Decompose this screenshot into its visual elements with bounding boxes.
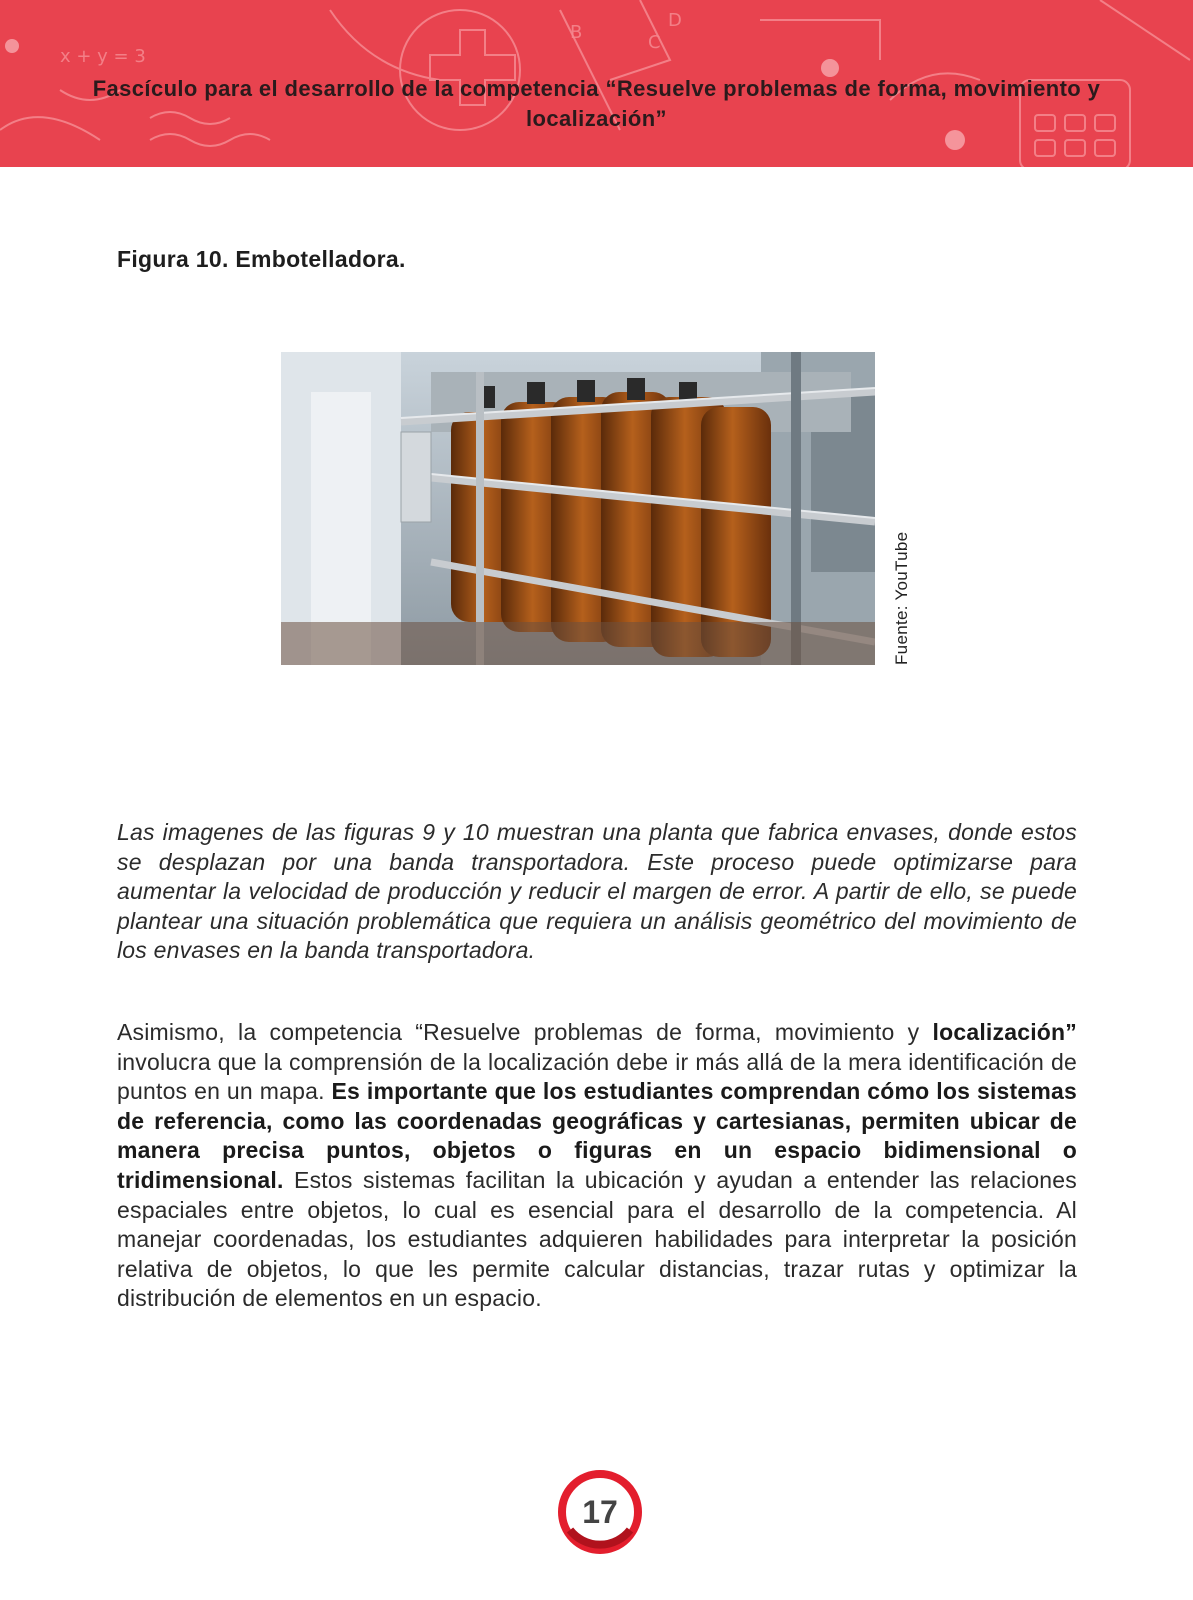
doodle-letter-d: D bbox=[668, 10, 682, 31]
bottling-line-photo bbox=[281, 352, 875, 665]
doodle-equation: x + y = 3 bbox=[60, 46, 146, 67]
paragraph2-text-1: Asimismo, la competencia “Resuelve problemas de forma, movimiento y bbox=[117, 1019, 933, 1045]
page-number: 17 bbox=[582, 1494, 618, 1530]
figure-source: Fuente: YouTube bbox=[892, 531, 911, 665]
bottling-photo-icon bbox=[281, 352, 875, 665]
paragraph2-text-3: Estos sistemas facilitan la ubicación y ayudan a entender las relaciones espaciales entre objetos, lo cual es esencial para el desarrollo de la competencia. Al manejar coordenadas, los estudiantes adquieren habilidades para interpretar la posición relativa de objetos, lo que les permite calcular distancias, trazar rutas y optimizar la distribución de elementos en un espacio. bbox=[117, 1166, 1077, 1312]
doodle-letter-c: C bbox=[648, 32, 661, 53]
header-title: Fascículo para el desarrollo de la competencia “Resuelve problemas de forma, movimiento y localización” bbox=[92, 76, 1101, 131]
paragraph2-text-2: involucra que la comprensión de la localización debe ir más allá de la mera identificación de puntos en un mapa. bbox=[117, 1048, 1077, 1105]
paragraph2-bold-2: Es importante que los estudiantes comprendan cómo los sistemas de referencia, como las coordenadas geográficas y cartesianas, permiten ubicar de manera precisa puntos, objetos o figuras en un espacio bidimensional o tridimensional. bbox=[117, 1078, 1077, 1193]
page-header bbox=[0, 0, 1193, 167]
paragraph2-bold-1: localización” bbox=[932, 1019, 1077, 1045]
figure-caption: Figura 10. Embotelladora. bbox=[117, 246, 406, 272]
page-number-badge bbox=[556, 1468, 644, 1556]
paragraph-figures-description: Las imagenes de las figuras 9 y 10 muestran una planta que fabrica envases, donde estos se desplazan por una banda transportadora. Este proceso puede optimizarse para aumentar la velocidad de producción y reducir el margen de error. A partir de ello, se puede plantear una situación problemática que requiera un análisis geométrico del movimiento de los envases en la banda transportadora. bbox=[117, 819, 1077, 964]
doodle-letter-b: B bbox=[570, 22, 583, 43]
paragraph-competence bbox=[117, 1018, 1077, 1314]
